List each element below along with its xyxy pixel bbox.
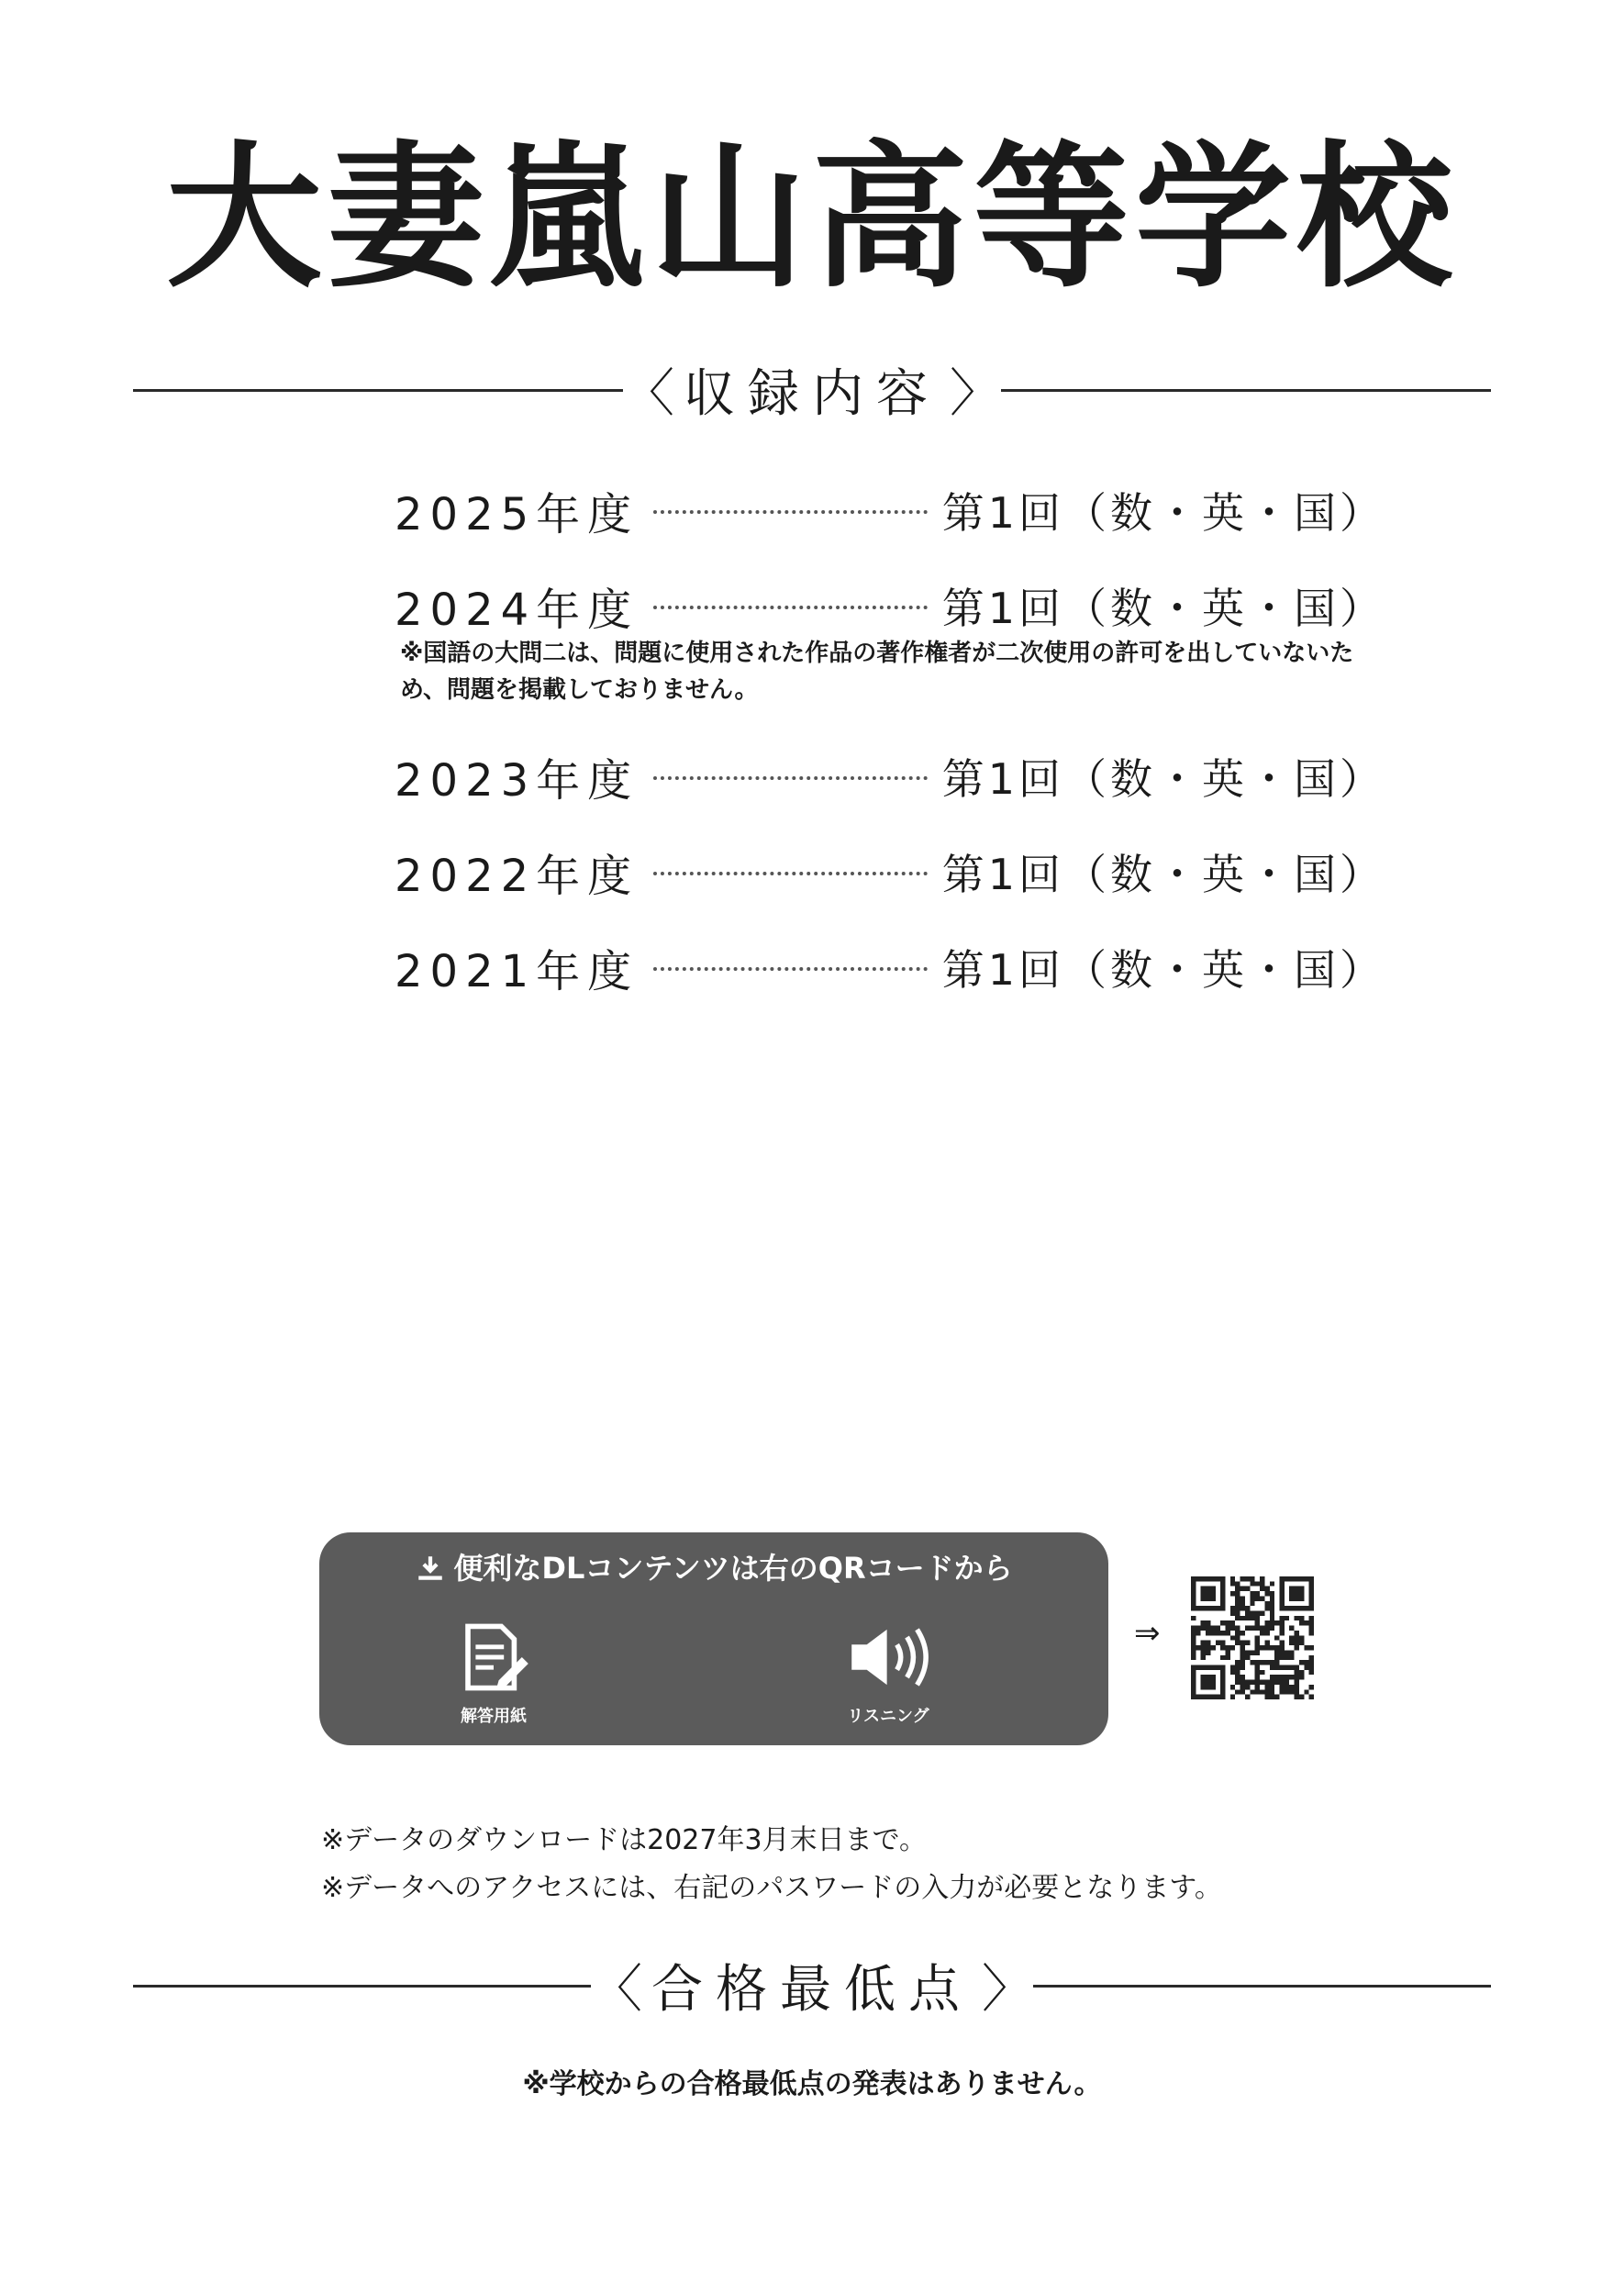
listening-label: リスニング (847, 1707, 929, 1726)
year-label: 2022年度 (395, 850, 640, 902)
divider (1033, 1985, 1491, 1988)
min-score-note: ※学校からの合格最低点の発表はありません。 (522, 2068, 1102, 2100)
year-label: 2024年度 (395, 584, 640, 636)
contents-row (395, 934, 1385, 1000)
contents-row (395, 573, 1385, 639)
download-note: ※データへのアクセスには、右記のパスワードの入力が必要となります。 (321, 1872, 1222, 1904)
contents-heading: 〈 収録内容 〉 (133, 353, 1491, 427)
page-title: 大妻嵐山高等学校 (165, 128, 1458, 309)
contents-row (395, 477, 1385, 543)
download-note: ※データのダウンロードは2027年3月末日まで。 (321, 1824, 927, 1856)
divider (133, 389, 623, 392)
min-score-heading-label: 合格最低点 (651, 1960, 973, 2020)
exam-label: 第1回（数・英・国） (941, 754, 1385, 804)
download-headline-text: 便利なDLコンテンツは右のQRコードから (453, 1551, 1013, 1586)
contents-row (395, 839, 1385, 905)
min-score-heading: 〈 合格最低点 〉 (133, 1949, 1491, 2022)
answer-sheet-icon (455, 1619, 532, 1696)
year-label: 2025年度 (395, 488, 640, 540)
answer-sheet-item[interactable] (384, 1619, 604, 1727)
copyright-note: ※国語の大問二は、問題に使用された作品の著作権者が二次使用の許可を出していないため、問題を掲載しておりません。 (400, 640, 1354, 704)
year-label: 2023年度 (395, 754, 640, 807)
dot-leader (653, 967, 928, 971)
exam-label: 第1回（数・英・国） (941, 850, 1385, 899)
download-panel (319, 1532, 1108, 1745)
qr-code[interactable] (1191, 1576, 1314, 1699)
exam-label: 第1回（数・英・国） (941, 945, 1385, 995)
download-headline (319, 1545, 1108, 1587)
dot-leader (653, 872, 928, 875)
download-icon (415, 1553, 446, 1584)
speaker-icon (844, 1619, 932, 1696)
contents-row (395, 743, 1385, 809)
exam-label: 第1回（数・英・国） (941, 584, 1385, 633)
divider (133, 1985, 591, 1988)
contents-list (395, 477, 1385, 1000)
year-label: 2021年度 (395, 945, 640, 997)
download-notes (321, 1817, 1222, 1912)
listening-item[interactable] (778, 1619, 998, 1727)
answer-sheet-label: 解答用紙 (461, 1707, 527, 1726)
contents-heading-label: 収録内容 (684, 364, 940, 424)
divider (1001, 389, 1491, 392)
dot-leader (653, 776, 928, 780)
exam-label: 第1回（数・英・国） (941, 488, 1385, 538)
arrow-to-qr: ⇒ (1134, 1615, 1161, 1652)
dot-leader (653, 606, 928, 609)
dot-leader (653, 510, 928, 514)
